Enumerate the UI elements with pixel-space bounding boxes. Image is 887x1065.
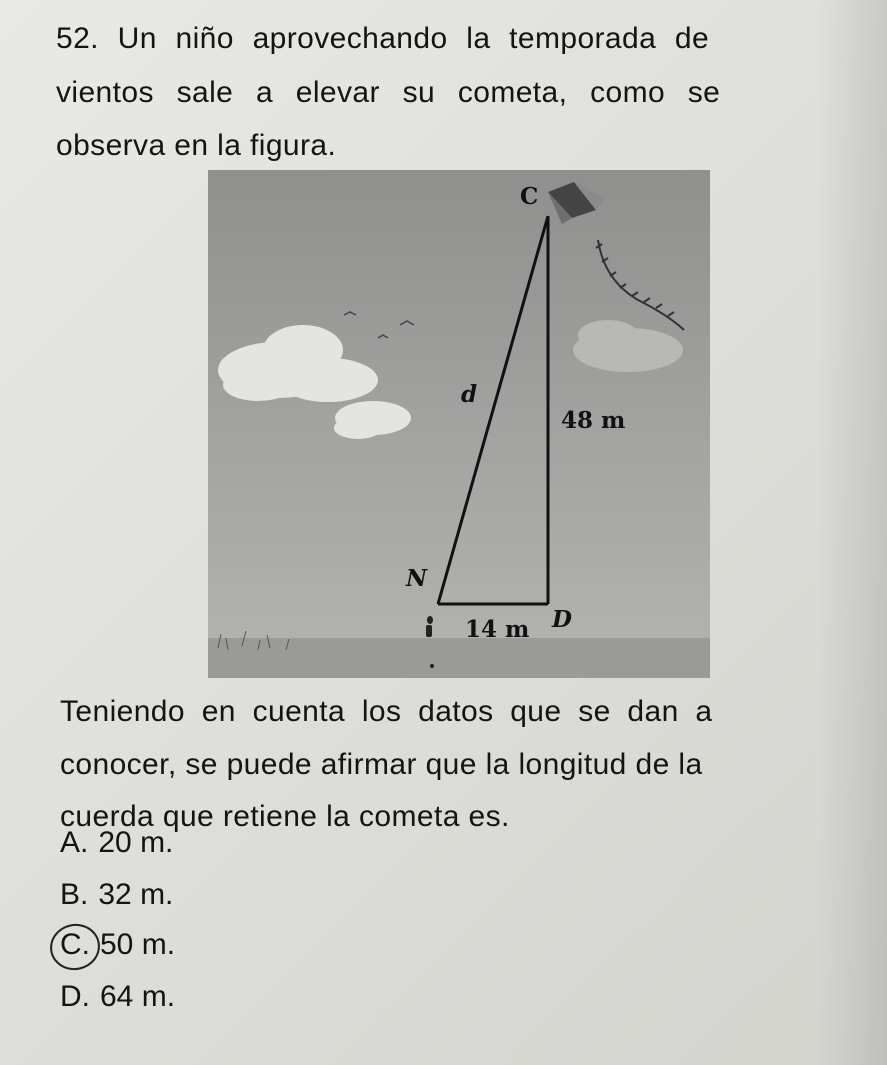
option-letter: B. [60, 878, 89, 911]
vertex-label-n: N [406, 565, 428, 592]
answer-option-d[interactable] [60, 980, 175, 1014]
answer-option-a[interactable] [60, 826, 173, 860]
option-text: 64 m. [100, 980, 176, 1013]
page-edge-shadow [817, 0, 887, 1065]
ground-strip [208, 638, 710, 678]
option-letter-circled [60, 928, 90, 962]
kite-diagram [208, 170, 710, 678]
height-label: 48 m [561, 407, 626, 434]
option-letter: D. [60, 980, 90, 1013]
base-label: 14 m [465, 616, 530, 643]
question-line: observa en la figura. [56, 129, 337, 162]
option-letter-text: C. [60, 928, 90, 961]
vertex-label-d: D [552, 606, 572, 633]
prompt-line: cuerda que retiene la cometa es. [60, 800, 510, 833]
option-text: 20 m. [98, 826, 174, 859]
option-letter: A. [60, 826, 89, 859]
kite-figure [208, 170, 710, 678]
sky-background [208, 170, 710, 678]
option-text: 50 m. [100, 928, 176, 961]
vertex-label-c: C [520, 183, 539, 210]
hypotenuse-label-d: d [461, 381, 478, 408]
option-text: 32 m. [98, 878, 174, 911]
prompt-line: Teniendo en cuenta los datos que se dan a [60, 695, 713, 728]
answer-option-c[interactable] [60, 928, 175, 962]
question-line: 52. Un niño aprovechando la temporada de [56, 22, 710, 55]
prompt-line: conocer, se puede afirmar que la longitud de la [60, 748, 703, 781]
handwritten-circle-mark [46, 919, 104, 974]
question-line: vientos sale a elevar su cometa, como se [56, 76, 721, 109]
answer-option-b[interactable] [60, 878, 173, 912]
